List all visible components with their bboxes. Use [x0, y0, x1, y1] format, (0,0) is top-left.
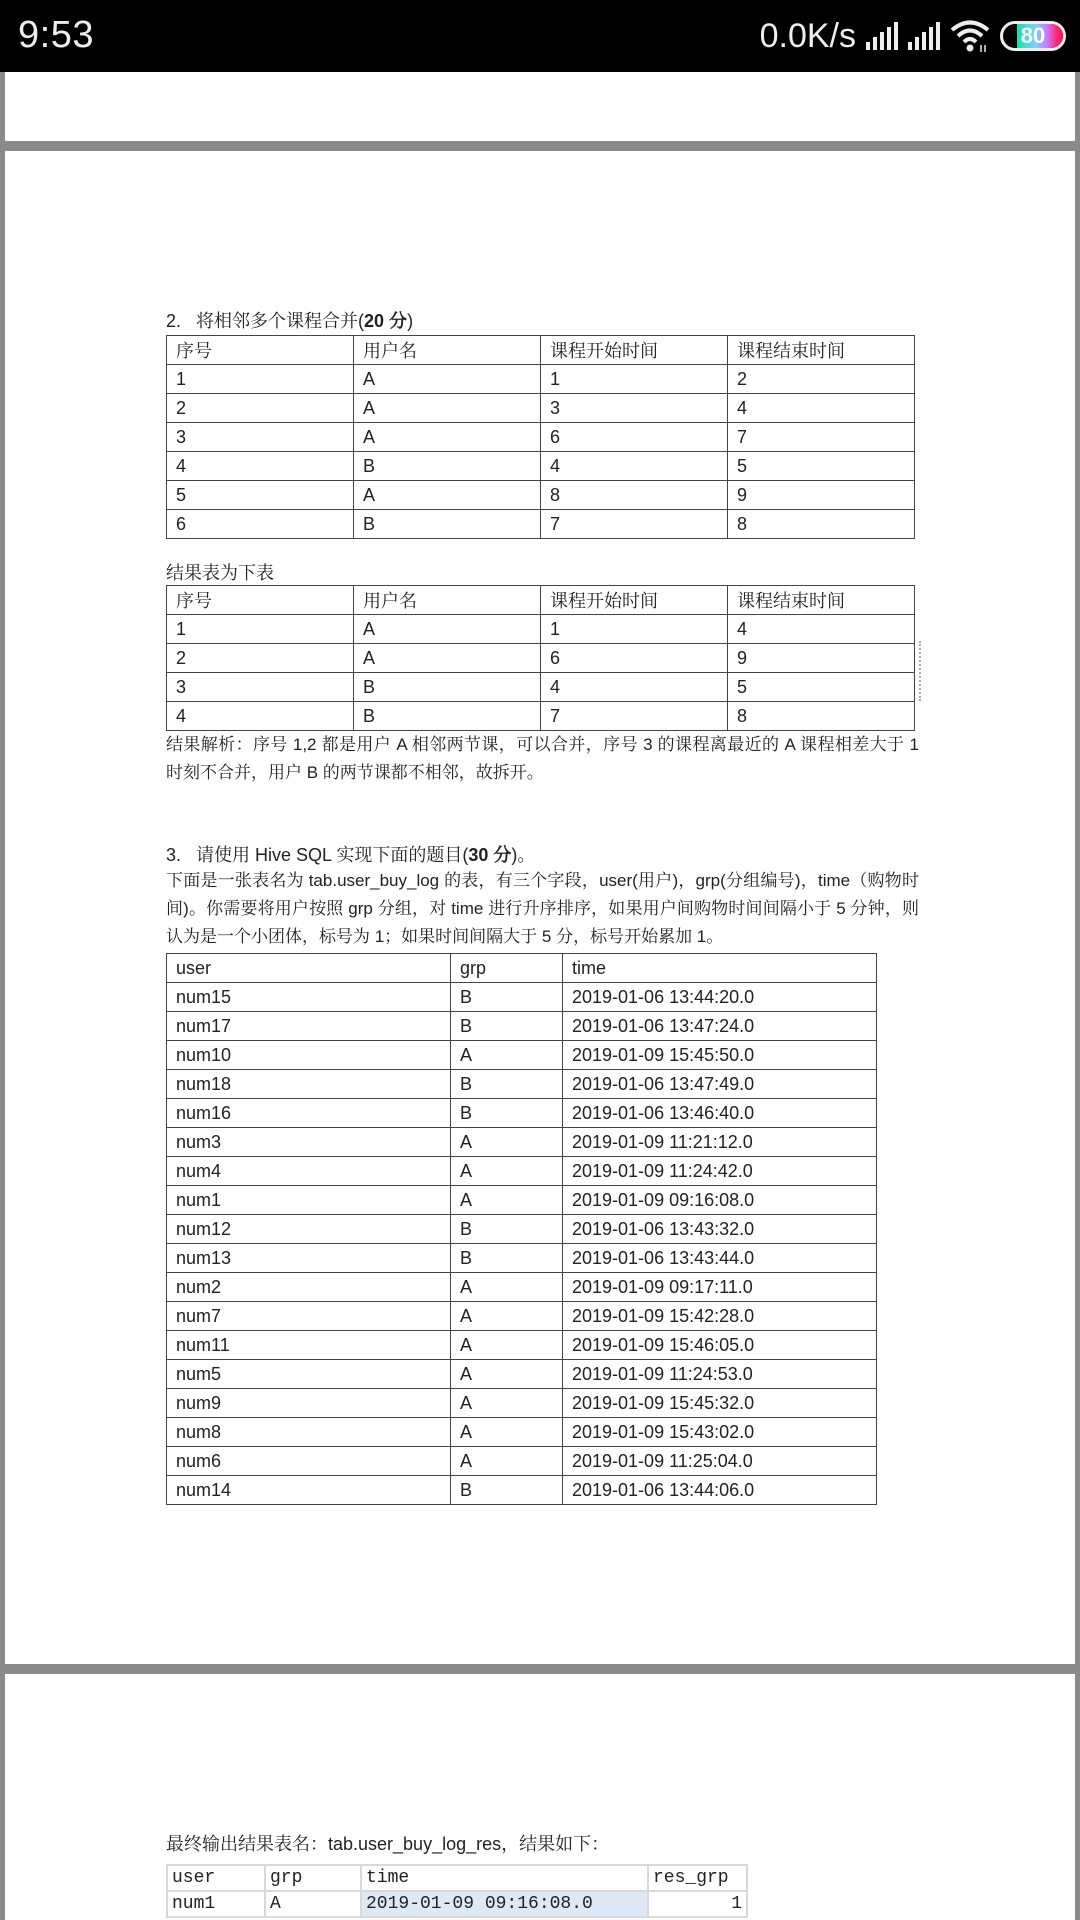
section-title-text: 将相邻多个课程合并(: [196, 311, 365, 331]
table-cell: 7: [541, 702, 728, 731]
table-cell: 1: [541, 365, 728, 394]
table-row: [167, 1476, 877, 1505]
table-cell: A: [451, 1157, 563, 1186]
table-cell: 2019-01-06 13:47:49.0: [563, 1070, 877, 1099]
table-cell: num18: [167, 1070, 451, 1099]
table-cell: 6: [541, 423, 728, 452]
column-header: user: [167, 1865, 265, 1891]
table-cell: num9: [167, 1389, 451, 1418]
table-cell: 2019-01-09 15:45:32.0: [563, 1389, 877, 1418]
table-row: [167, 365, 915, 394]
table-cell: A: [451, 1302, 563, 1331]
table-row: [167, 615, 915, 644]
table-row: [167, 1418, 877, 1447]
table-cell: 9: [728, 644, 915, 673]
page-content: [166, 309, 919, 1505]
table-cell: B: [451, 1070, 563, 1099]
table-cell: 2019-01-09 15:42:28.0: [563, 1302, 877, 1331]
section-score: 20 分: [364, 311, 408, 331]
column-header: 用户名: [354, 586, 541, 615]
signal-icon: [866, 22, 898, 50]
table-cell: 2019-01-09 11:25:04.0: [563, 1447, 877, 1476]
table-cell: 2019-01-06 13:44:20.0: [563, 983, 877, 1012]
table-cell: 2019-01-09 15:45:50.0: [563, 1041, 877, 1070]
table-row: [167, 510, 915, 539]
table-cell: A: [451, 1360, 563, 1389]
table-cell: 5: [728, 673, 915, 702]
table-cell: num3: [167, 1128, 451, 1157]
table-edge-marker: [919, 641, 921, 701]
section-title-text: 请使用 Hive SQL 实现下面的题目(: [196, 845, 469, 865]
battery-level: 80: [1020, 23, 1046, 48]
table-cell: B: [354, 452, 541, 481]
table-header-row: [167, 336, 915, 365]
table-cell: 3: [541, 394, 728, 423]
table-cell: 4: [167, 452, 354, 481]
table-row: [167, 1041, 877, 1070]
network-speed: 0.0K/s: [759, 16, 856, 55]
page-content: [166, 1832, 919, 1918]
table-cell: 8: [728, 510, 915, 539]
table-header-row: [167, 954, 877, 983]
table-cell: 2: [167, 394, 354, 423]
table-cell: num6: [167, 1447, 451, 1476]
table-cell: A: [354, 615, 541, 644]
table-cell: 4: [541, 452, 728, 481]
table-row: [167, 452, 915, 481]
table-cell: A: [354, 644, 541, 673]
table-cell: 4: [728, 394, 915, 423]
table-row: [167, 1157, 877, 1186]
column-header: grp: [451, 954, 563, 983]
result-table-label: 结果表为下表: [166, 563, 274, 583]
column-header: 课程开始时间: [541, 586, 728, 615]
table-cell: 1: [648, 1891, 747, 1917]
table-cell: A: [265, 1891, 361, 1917]
table-cell: 3: [167, 673, 354, 702]
table-row: [167, 702, 915, 731]
table-cell: 2019-01-06 13:43:32.0: [563, 1215, 877, 1244]
column-header: time: [361, 1865, 648, 1891]
table-cell: 7: [728, 423, 915, 452]
document-page: [5, 151, 1075, 1664]
table-cell: B: [451, 1012, 563, 1041]
table-cell: 8: [541, 481, 728, 510]
table-cell: 2019-01-09 11:21:12.0: [563, 1128, 877, 1157]
table-cell: B: [451, 1476, 563, 1505]
table-cell: B: [354, 702, 541, 731]
document-page: [5, 72, 1075, 141]
table-cell: num5: [167, 1360, 451, 1389]
table-cell: 6: [167, 510, 354, 539]
table-cell: 4: [167, 702, 354, 731]
column-header: 用户名: [354, 336, 541, 365]
user-buy-log-table: [166, 953, 877, 1505]
column-header: 序号: [167, 586, 354, 615]
table-row: [167, 481, 915, 510]
table-cell: num1: [167, 1891, 265, 1917]
table-cell: A: [451, 1418, 563, 1447]
result-table-wrap: [166, 585, 919, 731]
table-row: [167, 1331, 877, 1360]
column-header: user: [167, 954, 451, 983]
section-number: 2.: [166, 311, 182, 331]
table-cell: A: [451, 1041, 563, 1070]
table-cell: num8: [167, 1418, 451, 1447]
table-cell: num13: [167, 1244, 451, 1273]
table-cell: A: [451, 1331, 563, 1360]
table-row: [167, 1891, 747, 1917]
table-cell: A: [354, 423, 541, 452]
document-page: [5, 1674, 1075, 1920]
status-bar: [0, 0, 1080, 72]
table-row: [167, 1389, 877, 1418]
table-cell: 2019-01-06 13:44:06.0: [563, 1476, 877, 1505]
table-row: [167, 1186, 877, 1215]
table-cell: 2019-01-06 13:46:40.0: [563, 1099, 877, 1128]
table-row: [167, 1012, 877, 1041]
column-header: 课程结束时间: [728, 336, 915, 365]
table-cell: A: [451, 1273, 563, 1302]
table-cell: A: [451, 1389, 563, 1418]
course-table: [166, 335, 915, 539]
table-row: [167, 1244, 877, 1273]
column-header: res_grp: [648, 1865, 747, 1891]
table-cell: 8: [728, 702, 915, 731]
table-cell: B: [451, 1244, 563, 1273]
table-cell: 2019-01-06 13:43:44.0: [563, 1244, 877, 1273]
table-cell: A: [451, 1447, 563, 1476]
wifi-icon: [950, 19, 990, 53]
table-header-row: [167, 586, 915, 615]
section-3-title: [166, 843, 919, 867]
course-result-table: [166, 585, 915, 731]
table-cell: 6: [541, 644, 728, 673]
table-cell: 2019-01-09 11:24:53.0: [563, 1360, 877, 1389]
result-analysis: 结果解析：序号 1,2 都是用户 A 相邻两节课，可以合并，序号 3 的课程离最近的 A 课程相差大于 1 时刻不合并，用户 B 的两节课都不相邻，故拆开。: [166, 735, 919, 782]
signal-icon: [908, 22, 940, 50]
battery-icon: [1000, 21, 1066, 51]
table-row: [167, 1070, 877, 1099]
table-cell: 2019-01-09 15:43:02.0: [563, 1418, 877, 1447]
table-cell: 7: [541, 510, 728, 539]
spacer: [166, 539, 919, 561]
table-cell: 5: [728, 452, 915, 481]
table-cell: A: [354, 394, 541, 423]
spacer: [166, 1856, 919, 1864]
table-cell: 2019-01-09 15:46:05.0: [563, 1331, 877, 1360]
column-header: 课程结束时间: [728, 586, 915, 615]
section-score: 30 分: [468, 845, 512, 865]
table-cell: B: [354, 673, 541, 702]
status-icons: [760, 14, 1066, 58]
table-cell: 9: [728, 481, 915, 510]
section-number: 3.: [166, 845, 182, 865]
table-cell: num1: [167, 1186, 451, 1215]
table-cell: 1: [167, 365, 354, 394]
table-row: [167, 644, 915, 673]
table-cell: A: [451, 1128, 563, 1157]
table-cell: 5: [167, 481, 354, 510]
table-cell: num15: [167, 983, 451, 1012]
table-row: [167, 423, 915, 452]
table-cell: B: [354, 510, 541, 539]
table-cell: 2: [728, 365, 915, 394]
table-cell: 2019-01-09 09:17:11.0: [563, 1273, 877, 1302]
table-cell: 2019-01-09 09:16:08.0: [361, 1891, 648, 1917]
table-row: [167, 1273, 877, 1302]
table-header-row: [167, 1865, 747, 1891]
table-cell: num10: [167, 1041, 451, 1070]
table-cell: 2019-01-09 11:24:42.0: [563, 1157, 877, 1186]
section-3-description: 下面是一张表名为 tab.user_buy_log 的表，有三个字段，user(用户)，grp(分组编号)，time（购物时间)。你需要将用户按照 grp 分组，对 time 进行升序排序，如果用户间购物时间间隔小于 5 分钟，则认为是一个小团体，标号为 1；如果时间间隔大于 5 分，标号开始累加 1。: [166, 871, 919, 946]
table-cell: 2019-01-06 13:47:24.0: [563, 1012, 877, 1041]
final-result-label: 最终输出结果表名：tab.user_buy_log_res，结果如下：: [166, 1834, 610, 1854]
table-cell: num14: [167, 1476, 451, 1505]
table-cell: 1: [541, 615, 728, 644]
section-title-suffix: ): [407, 311, 414, 331]
column-header: time: [563, 954, 877, 983]
table-cell: B: [451, 1099, 563, 1128]
table-row: [167, 673, 915, 702]
table-row: [167, 1099, 877, 1128]
column-header: 序号: [167, 336, 354, 365]
table-row: [167, 983, 877, 1012]
table-cell: num17: [167, 1012, 451, 1041]
table-row: [167, 1302, 877, 1331]
section-title-suffix: )。: [511, 845, 536, 865]
table-cell: B: [451, 1215, 563, 1244]
table-row: [167, 1360, 877, 1389]
table-cell: A: [451, 1186, 563, 1215]
table-cell: B: [451, 983, 563, 1012]
column-header: 课程开始时间: [541, 336, 728, 365]
spacer: [166, 787, 919, 843]
section-2-title: [166, 309, 919, 333]
table-cell: num2: [167, 1273, 451, 1302]
table-cell: 4: [728, 615, 915, 644]
table-cell: A: [354, 365, 541, 394]
table-cell: num16: [167, 1099, 451, 1128]
table-cell: A: [354, 481, 541, 510]
table-cell: 1: [167, 615, 354, 644]
table-cell: num12: [167, 1215, 451, 1244]
table-row: [167, 1215, 877, 1244]
status-time: 9:53: [18, 14, 94, 56]
table-cell: 4: [541, 673, 728, 702]
table-row: [167, 1447, 877, 1476]
table-cell: 2019-01-09 09:16:08.0: [563, 1186, 877, 1215]
table-cell: num4: [167, 1157, 451, 1186]
table-row: [167, 1128, 877, 1157]
table-cell: 2: [167, 644, 354, 673]
table-cell: 3: [167, 423, 354, 452]
table-cell: num11: [167, 1331, 451, 1360]
table-cell: num7: [167, 1302, 451, 1331]
column-header: grp: [265, 1865, 361, 1891]
table-row: [167, 394, 915, 423]
final-result-table: [166, 1864, 748, 1918]
